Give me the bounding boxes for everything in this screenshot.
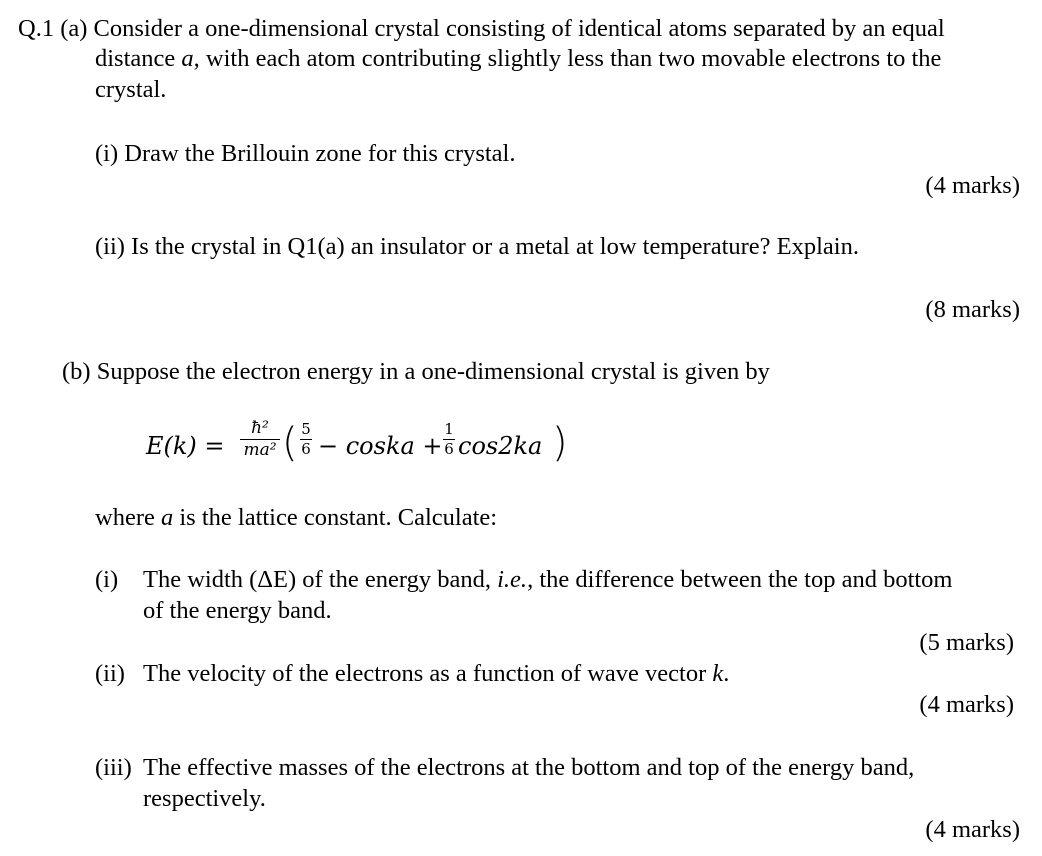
part-b-iii-line-1: The effective masses of the electrons at the bottom and top of the energy band,: [143, 754, 915, 781]
equation-lhs: E(k) =: [146, 432, 225, 460]
part-a-i-text: (i) Draw the Brillouin zone for this crystal.: [95, 140, 516, 167]
part-b-i-line-2: of the energy band.: [143, 597, 332, 624]
equation-middle: − coska +: [318, 432, 443, 460]
part-a-i-marks: (4 marks): [925, 172, 1020, 199]
part-a-line-2: distance a, with each atom contributing slightly less than two movable electrons to the: [95, 45, 942, 72]
where-line: where a is the lattice constant. Calculate:: [95, 504, 498, 531]
part-b-iii-marks: (4 marks): [925, 816, 1020, 843]
left-paren: (: [282, 420, 298, 466]
part-b-ii-marks: (4 marks): [919, 691, 1014, 718]
variable-a: a: [160, 504, 174, 531]
part-b-ii-number: (ii): [95, 660, 125, 687]
fraction-one-sixth: 1 6: [444, 420, 454, 458]
question-label: [18, 17, 945, 42]
part-b-ii-text: The velocity of the electrons as a function of wave vector k.: [143, 660, 730, 687]
part-a-label: (a): [60, 15, 88, 42]
part-a-ii-marks: (8 marks): [925, 296, 1020, 323]
part-a-ii-text: (ii) Is the crystal in Q1(a) an insulator or a metal at low temperature? Explain.: [95, 233, 859, 260]
part-a-line-1: Consider a one-dimensional crystal consisting of identical atoms separated by an equal: [93, 15, 945, 42]
part-b-i-number: (i): [95, 566, 119, 593]
question-number: Q.1: [18, 15, 55, 42]
energy-equation: [146, 420, 586, 476]
part-b-iii-number: (iii): [95, 754, 132, 781]
part-b-intro: (b) Suppose the electron energy in a one-dimensional crystal is given by: [62, 358, 770, 385]
fraction-five-sixths: 5 6: [301, 420, 311, 458]
part-a-line-3: crystal.: [95, 76, 167, 103]
prefactor-fraction: ħ² ma²: [240, 420, 280, 459]
variable-a: a: [181, 45, 194, 72]
part-b-i-marks: (5 marks): [919, 629, 1014, 656]
variable-k: k: [712, 660, 724, 687]
equation-tail: cos2ka: [458, 432, 543, 460]
part-b-iii-line-2: respectively.: [143, 785, 266, 812]
right-paren: ): [552, 420, 568, 466]
part-b-i-line-1: The width (ΔE) of the energy band, i.e., the difference between the top and bottom: [143, 566, 953, 593]
